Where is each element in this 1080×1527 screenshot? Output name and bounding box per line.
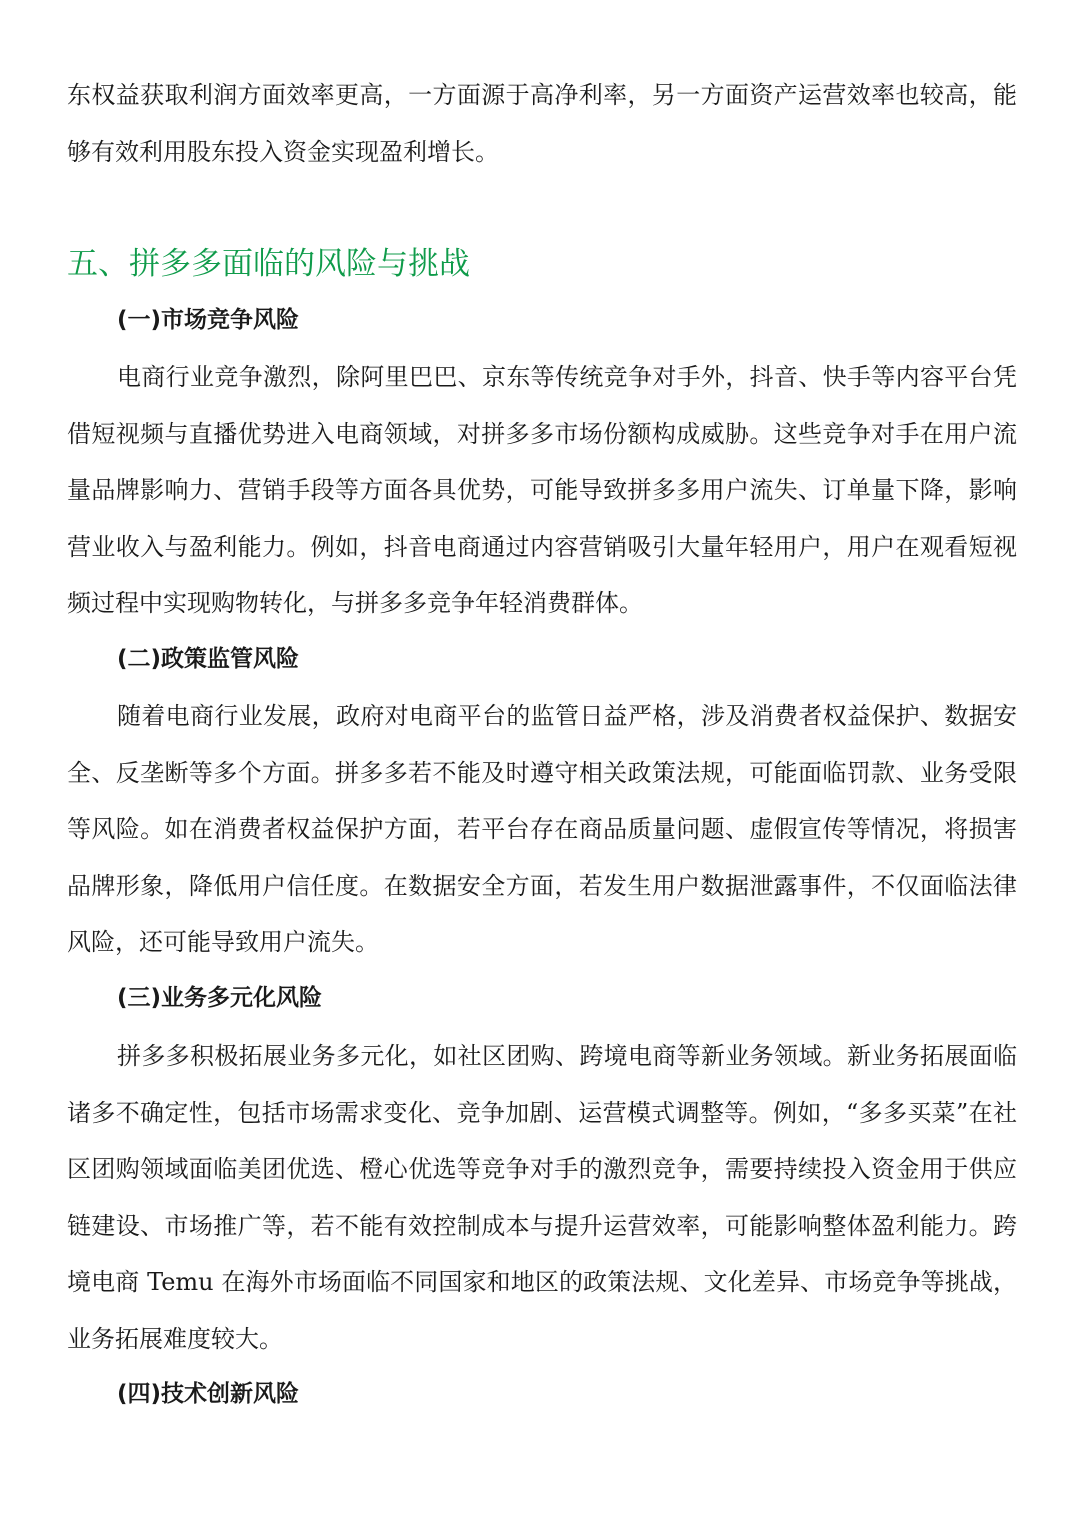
subsection-body-business-diversification: 拼多多积极拓展业务多元化，如社区团购、跨境电商等新业务领域。新业务拓展面临诸多不确定性，包括市场需求变化、竞争加剧、运营模式调整等。例如，“多多买菜”在社区团购领域面临美团优选、橙心优选等竞争对手的激烈竞争，需要持续投入资金用于供应链建设、市场推广等，若不能有效控制成本与提升运营效率，可能影响整体盈利能力。跨境电商 Temu 在海外市场面临不同国家和地区的政策法规、文化差异、市场竞争等挑战，业务拓展难度较大。 xyxy=(67,1042,1017,1353)
subsection-heading-policy-regulation: (二)政策监管风险 xyxy=(117,646,300,672)
subsection-body-policy-regulation: 随着电商行业发展，政府对电商平台的监管日益严格，涉及消费者权益保护、数据安全、反垄断等多个方面。拼多多若不能及时遵守相关政策法规，可能面临罚款、业务受限等风险。如在消费者权益保护方面，若平台存在商品质量问题、虚假宣传等情况，将损害品牌形象，降低用户信任度。在数据安全方面，若发生用户数据泄露事件，不仅面临法律风险，还可能导致用户流失。 xyxy=(67,702,1017,956)
section-title: 五、拼多多面临的风险与挑战 xyxy=(67,246,470,282)
subsection-heading-business-diversification: (三)业务多元化风险 xyxy=(117,985,323,1011)
subsection-heading-market-competition: (一)市场竞争风险 xyxy=(117,307,300,333)
intro-paragraph: 东权益获取利润方面效率更高，一方面源于高净利率，另一方面资产运营效率也较高，能够有效利用股东投入资金实现盈利增长。 xyxy=(67,81,1017,166)
subsection-body-market-competition: 电商行业竞争激烈，除阿里巴巴、京东等传统竞争对手外，抖音、快手等内容平台凭借短视频与直播优势进入电商领域，对拼多多市场份额构成威胁。这些竞争对手在用户流量品牌影响力、营销手段等方面各具优势，可能导致拼多多用户流失、订单量下降，影响营业收入与盈利能力。例如，抖音电商通过内容营销吸引大量年轻用户，用户在观看短视频过程中实现购物转化，与拼多多竞争年轻消费群体。 xyxy=(67,363,1017,617)
subsection-heading-technology-innovation: (四)技术创新风险 xyxy=(117,1381,300,1407)
